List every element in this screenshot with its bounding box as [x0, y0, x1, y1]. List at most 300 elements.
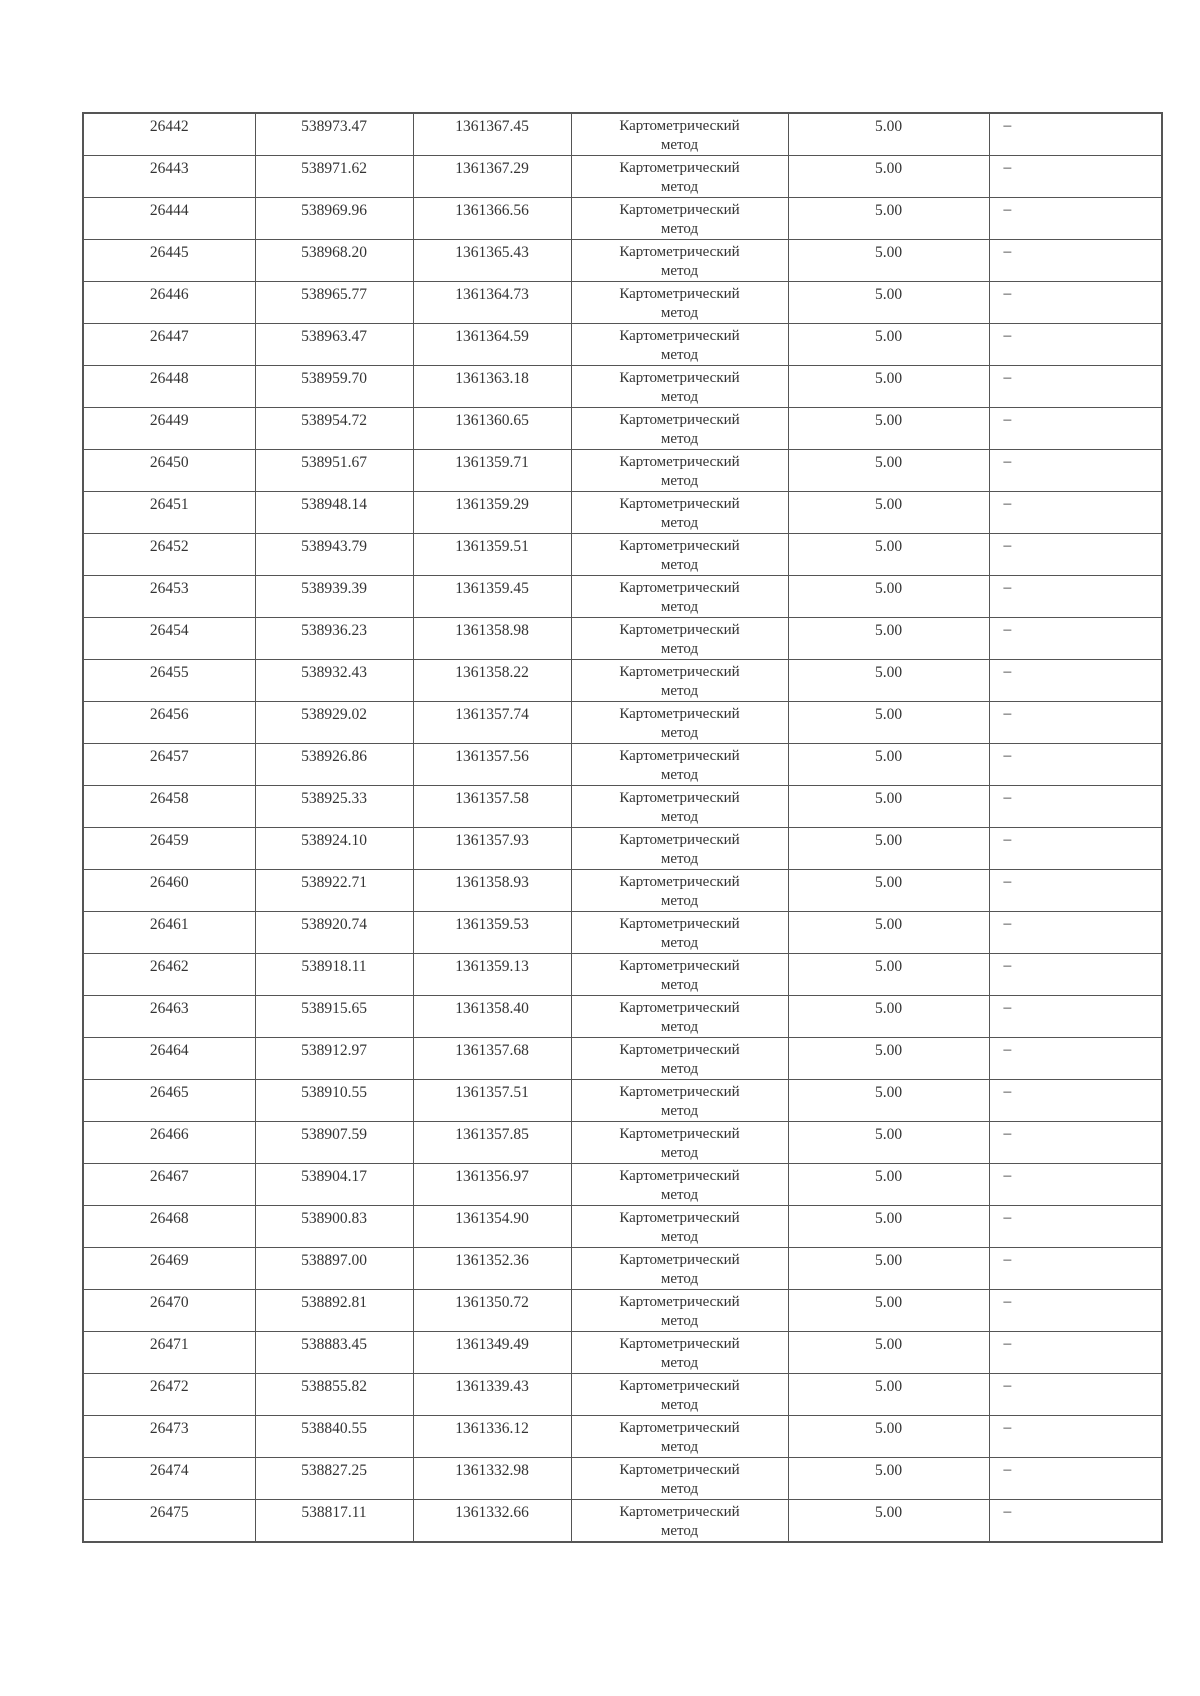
note-cell: – — [989, 1416, 1162, 1458]
note-cell: – — [989, 492, 1162, 534]
note-cell: – — [989, 1038, 1162, 1080]
accuracy-cell: 5.00 — [788, 198, 989, 240]
point-number-cell: 26459 — [83, 828, 255, 870]
method-line-1: Картометрический — [619, 874, 740, 890]
note-cell: – — [989, 1332, 1162, 1374]
point-number-cell: 26447 — [83, 324, 255, 366]
x-coordinate-cell: 538936.23 — [255, 618, 413, 660]
method-line-2: метод — [660, 557, 699, 573]
accuracy-cell: 5.00 — [788, 618, 989, 660]
y-coordinate-cell: 1361364.59 — [413, 324, 571, 366]
method-line-2: метод — [660, 1313, 699, 1329]
accuracy-cell: 5.00 — [788, 1332, 989, 1374]
note-cell: – — [989, 1122, 1162, 1164]
table-row — [83, 282, 1162, 324]
table-row — [83, 240, 1162, 282]
method-line-2: метод — [660, 1271, 699, 1287]
point-number-cell: 26471 — [83, 1332, 255, 1374]
method-cell — [571, 576, 788, 618]
y-coordinate-cell: 1361367.45 — [413, 113, 571, 156]
x-coordinate-cell: 538892.81 — [255, 1290, 413, 1332]
x-coordinate-cell: 538920.74 — [255, 912, 413, 954]
point-number-cell: 26444 — [83, 198, 255, 240]
method-cell — [571, 450, 788, 492]
accuracy-cell: 5.00 — [788, 366, 989, 408]
accuracy-cell: 5.00 — [788, 240, 989, 282]
y-coordinate-cell: 1361360.65 — [413, 408, 571, 450]
table-row — [83, 576, 1162, 618]
note-cell: – — [989, 1248, 1162, 1290]
method-line-1: Картометрический — [619, 202, 740, 218]
point-number-cell: 26464 — [83, 1038, 255, 1080]
method-line-1: Картометрический — [619, 1000, 740, 1016]
method-line-1: Картометрический — [619, 118, 740, 134]
method-cell — [571, 1332, 788, 1374]
note-cell: – — [989, 534, 1162, 576]
y-coordinate-cell: 1361349.49 — [413, 1332, 571, 1374]
method-line-1: Картометрический — [619, 958, 740, 974]
method-line-2: метод — [660, 1229, 699, 1245]
table-row — [83, 870, 1162, 912]
accuracy-cell: 5.00 — [788, 996, 989, 1038]
table-row — [83, 618, 1162, 660]
method-line-2: метод — [660, 1019, 699, 1035]
y-coordinate-cell: 1361352.36 — [413, 1248, 571, 1290]
x-coordinate-cell: 538973.47 — [255, 113, 413, 156]
table-row — [83, 660, 1162, 702]
accuracy-cell: 5.00 — [788, 744, 989, 786]
accuracy-cell: 5.00 — [788, 282, 989, 324]
method-line-1: Картометрический — [619, 706, 740, 722]
y-coordinate-cell: 1361354.90 — [413, 1206, 571, 1248]
method-line-2: метод — [660, 137, 699, 153]
table-row — [83, 1290, 1162, 1332]
x-coordinate-cell: 538943.79 — [255, 534, 413, 576]
method-line-1: Картометрический — [619, 1042, 740, 1058]
method-cell — [571, 786, 788, 828]
method-line-2: метод — [660, 389, 699, 405]
table-row — [83, 534, 1162, 576]
accuracy-cell: 5.00 — [788, 870, 989, 912]
x-coordinate-cell: 538827.25 — [255, 1458, 413, 1500]
y-coordinate-cell: 1361357.85 — [413, 1122, 571, 1164]
y-coordinate-cell: 1361359.29 — [413, 492, 571, 534]
x-coordinate-cell: 538915.65 — [255, 996, 413, 1038]
x-coordinate-cell: 538907.59 — [255, 1122, 413, 1164]
x-coordinate-cell: 538924.10 — [255, 828, 413, 870]
point-number-cell: 26461 — [83, 912, 255, 954]
y-coordinate-cell: 1361363.18 — [413, 366, 571, 408]
y-coordinate-cell: 1361336.12 — [413, 1416, 571, 1458]
method-line-1: Картометрический — [619, 916, 740, 932]
method-line-2: метод — [660, 1439, 699, 1455]
point-number-cell: 26472 — [83, 1374, 255, 1416]
note-cell: – — [989, 1164, 1162, 1206]
method-cell — [571, 1416, 788, 1458]
method-cell — [571, 1164, 788, 1206]
y-coordinate-cell: 1361332.98 — [413, 1458, 571, 1500]
point-number-cell: 26474 — [83, 1458, 255, 1500]
table-row — [83, 702, 1162, 744]
method-cell — [571, 282, 788, 324]
method-line-1: Картометрический — [619, 328, 740, 344]
table-row — [83, 408, 1162, 450]
note-cell: – — [989, 1080, 1162, 1122]
y-coordinate-cell: 1361359.53 — [413, 912, 571, 954]
method-cell — [571, 1248, 788, 1290]
note-cell: – — [989, 870, 1162, 912]
x-coordinate-cell: 538910.55 — [255, 1080, 413, 1122]
method-line-2: метод — [660, 683, 699, 699]
method-line-1: Картометрический — [619, 622, 740, 638]
method-line-2: метод — [660, 1397, 699, 1413]
method-line-2: метод — [660, 1145, 699, 1161]
note-cell: – — [989, 324, 1162, 366]
note-cell: – — [989, 1206, 1162, 1248]
method-cell — [571, 113, 788, 156]
method-line-1: Картометрический — [619, 1210, 740, 1226]
method-cell — [571, 198, 788, 240]
accuracy-cell: 5.00 — [788, 1038, 989, 1080]
method-line-1: Картометрический — [619, 832, 740, 848]
method-line-1: Картометрический — [619, 1336, 740, 1352]
table-row — [83, 156, 1162, 198]
method-line-1: Картометрический — [619, 748, 740, 764]
table-row — [83, 1164, 1162, 1206]
x-coordinate-cell: 538971.62 — [255, 156, 413, 198]
method-line-2: метод — [660, 977, 699, 993]
point-number-cell: 26470 — [83, 1290, 255, 1332]
method-line-1: Картометрический — [619, 496, 740, 512]
note-cell: – — [989, 240, 1162, 282]
accuracy-cell: 5.00 — [788, 1206, 989, 1248]
note-cell: – — [989, 576, 1162, 618]
y-coordinate-cell: 1361357.68 — [413, 1038, 571, 1080]
y-coordinate-cell: 1361359.13 — [413, 954, 571, 996]
method-cell — [571, 492, 788, 534]
method-line-1: Картометрический — [619, 1084, 740, 1100]
x-coordinate-cell: 538965.77 — [255, 282, 413, 324]
note-cell: – — [989, 996, 1162, 1038]
note-cell: – — [989, 744, 1162, 786]
method-line-1: Картометрический — [619, 580, 740, 596]
point-number-cell: 26473 — [83, 1416, 255, 1458]
y-coordinate-cell: 1361357.56 — [413, 744, 571, 786]
method-line-1: Картометрический — [619, 538, 740, 554]
x-coordinate-cell: 538922.71 — [255, 870, 413, 912]
point-number-cell: 26475 — [83, 1500, 255, 1543]
x-coordinate-cell: 538932.43 — [255, 660, 413, 702]
method-line-1: Картометрический — [619, 664, 740, 680]
method-line-2: метод — [660, 431, 699, 447]
method-line-1: Картометрический — [619, 412, 740, 428]
x-coordinate-cell: 538951.67 — [255, 450, 413, 492]
table-row — [83, 1416, 1162, 1458]
x-coordinate-cell: 538926.86 — [255, 744, 413, 786]
x-coordinate-cell: 538912.97 — [255, 1038, 413, 1080]
method-line-2: метод — [660, 893, 699, 909]
method-line-1: Картометрический — [619, 1504, 740, 1520]
table-row — [83, 996, 1162, 1038]
method-cell — [571, 366, 788, 408]
method-line-1: Картометрический — [619, 1420, 740, 1436]
method-line-1: Картометрический — [619, 790, 740, 806]
y-coordinate-cell: 1361332.66 — [413, 1500, 571, 1543]
y-coordinate-cell: 1361359.71 — [413, 450, 571, 492]
accuracy-cell: 5.00 — [788, 702, 989, 744]
x-coordinate-cell: 538918.11 — [255, 954, 413, 996]
document-page — [82, 112, 1161, 1543]
method-line-2: метод — [660, 179, 699, 195]
table-row — [83, 1038, 1162, 1080]
table-row — [83, 113, 1162, 156]
method-line-1: Картометрический — [619, 1294, 740, 1310]
point-number-cell: 26455 — [83, 660, 255, 702]
method-line-2: метод — [660, 263, 699, 279]
accuracy-cell: 5.00 — [788, 324, 989, 366]
table-row — [83, 492, 1162, 534]
method-cell — [571, 828, 788, 870]
accuracy-cell: 5.00 — [788, 113, 989, 156]
accuracy-cell: 5.00 — [788, 1164, 989, 1206]
point-number-cell: 26446 — [83, 282, 255, 324]
table-body — [83, 113, 1162, 1542]
point-number-cell: 26465 — [83, 1080, 255, 1122]
method-cell — [571, 534, 788, 576]
note-cell: – — [989, 1500, 1162, 1543]
x-coordinate-cell: 538954.72 — [255, 408, 413, 450]
method-line-2: метод — [660, 1187, 699, 1203]
accuracy-cell: 5.00 — [788, 492, 989, 534]
method-cell — [571, 1500, 788, 1543]
y-coordinate-cell: 1361358.22 — [413, 660, 571, 702]
method-cell — [571, 240, 788, 282]
accuracy-cell: 5.00 — [788, 450, 989, 492]
method-line-2: метод — [660, 1103, 699, 1119]
method-line-1: Картометрический — [619, 1462, 740, 1478]
accuracy-cell: 5.00 — [788, 156, 989, 198]
note-cell: – — [989, 198, 1162, 240]
x-coordinate-cell: 538948.14 — [255, 492, 413, 534]
method-cell — [571, 660, 788, 702]
method-line-2: метод — [660, 305, 699, 321]
accuracy-cell: 5.00 — [788, 576, 989, 618]
table-row — [83, 366, 1162, 408]
x-coordinate-cell: 538925.33 — [255, 786, 413, 828]
x-coordinate-cell: 538855.82 — [255, 1374, 413, 1416]
point-number-cell: 26450 — [83, 450, 255, 492]
x-coordinate-cell: 538939.39 — [255, 576, 413, 618]
method-line-2: метод — [660, 725, 699, 741]
table-row — [83, 828, 1162, 870]
table-row — [83, 1122, 1162, 1164]
accuracy-cell: 5.00 — [788, 954, 989, 996]
method-line-2: метод — [660, 1061, 699, 1077]
accuracy-cell: 5.00 — [788, 1374, 989, 1416]
point-number-cell: 26442 — [83, 113, 255, 156]
point-number-cell: 26443 — [83, 156, 255, 198]
accuracy-cell: 5.00 — [788, 1416, 989, 1458]
method-cell — [571, 744, 788, 786]
point-number-cell: 26458 — [83, 786, 255, 828]
method-cell — [571, 1290, 788, 1332]
y-coordinate-cell: 1361356.97 — [413, 1164, 571, 1206]
method-cell — [571, 702, 788, 744]
point-number-cell: 26448 — [83, 366, 255, 408]
x-coordinate-cell: 538817.11 — [255, 1500, 413, 1543]
note-cell: – — [989, 660, 1162, 702]
note-cell: – — [989, 618, 1162, 660]
point-number-cell: 26451 — [83, 492, 255, 534]
note-cell: – — [989, 1290, 1162, 1332]
method-line-2: метод — [660, 935, 699, 951]
note-cell: – — [989, 366, 1162, 408]
y-coordinate-cell: 1361359.45 — [413, 576, 571, 618]
y-coordinate-cell: 1361364.73 — [413, 282, 571, 324]
accuracy-cell: 5.00 — [788, 1122, 989, 1164]
method-line-2: метод — [660, 767, 699, 783]
note-cell: – — [989, 282, 1162, 324]
method-line-2: метод — [660, 473, 699, 489]
method-cell — [571, 156, 788, 198]
y-coordinate-cell: 1361357.51 — [413, 1080, 571, 1122]
method-line-1: Картометрический — [619, 1252, 740, 1268]
x-coordinate-cell: 538897.00 — [255, 1248, 413, 1290]
y-coordinate-cell: 1361367.29 — [413, 156, 571, 198]
note-cell: – — [989, 1458, 1162, 1500]
y-coordinate-cell: 1361357.93 — [413, 828, 571, 870]
point-number-cell: 26456 — [83, 702, 255, 744]
y-coordinate-cell: 1361358.93 — [413, 870, 571, 912]
method-cell — [571, 1206, 788, 1248]
table-row — [83, 912, 1162, 954]
method-line-1: Картометрический — [619, 160, 740, 176]
table-row — [83, 324, 1162, 366]
method-cell — [571, 1122, 788, 1164]
method-line-2: метод — [660, 1355, 699, 1371]
method-cell — [571, 324, 788, 366]
accuracy-cell: 5.00 — [788, 828, 989, 870]
method-cell — [571, 870, 788, 912]
table-row — [83, 1374, 1162, 1416]
method-line-1: Картометрический — [619, 370, 740, 386]
point-number-cell: 26460 — [83, 870, 255, 912]
coordinates-table — [82, 112, 1163, 1543]
note-cell: – — [989, 450, 1162, 492]
accuracy-cell: 5.00 — [788, 912, 989, 954]
y-coordinate-cell: 1361359.51 — [413, 534, 571, 576]
x-coordinate-cell: 538969.96 — [255, 198, 413, 240]
x-coordinate-cell: 538968.20 — [255, 240, 413, 282]
point-number-cell: 26462 — [83, 954, 255, 996]
accuracy-cell: 5.00 — [788, 1500, 989, 1543]
note-cell: – — [989, 954, 1162, 996]
point-number-cell: 26468 — [83, 1206, 255, 1248]
y-coordinate-cell: 1361357.58 — [413, 786, 571, 828]
table-row — [83, 1248, 1162, 1290]
accuracy-cell: 5.00 — [788, 660, 989, 702]
point-number-cell: 26469 — [83, 1248, 255, 1290]
note-cell: – — [989, 912, 1162, 954]
method-cell — [571, 1458, 788, 1500]
method-cell — [571, 1374, 788, 1416]
method-cell — [571, 1038, 788, 1080]
method-cell — [571, 408, 788, 450]
method-line-2: метод — [660, 1523, 699, 1539]
table-row — [83, 1500, 1162, 1543]
accuracy-cell: 5.00 — [788, 534, 989, 576]
point-number-cell: 26453 — [83, 576, 255, 618]
method-line-1: Картометрический — [619, 454, 740, 470]
method-line-2: метод — [660, 809, 699, 825]
note-cell: – — [989, 408, 1162, 450]
y-coordinate-cell: 1361366.56 — [413, 198, 571, 240]
table-row — [83, 744, 1162, 786]
method-line-2: метод — [660, 851, 699, 867]
x-coordinate-cell: 538840.55 — [255, 1416, 413, 1458]
y-coordinate-cell: 1361358.98 — [413, 618, 571, 660]
method-cell — [571, 618, 788, 660]
point-number-cell: 26467 — [83, 1164, 255, 1206]
method-line-2: метод — [660, 221, 699, 237]
x-coordinate-cell: 538900.83 — [255, 1206, 413, 1248]
table-row — [83, 1332, 1162, 1374]
x-coordinate-cell: 538959.70 — [255, 366, 413, 408]
table-row — [83, 1080, 1162, 1122]
method-line-2: метод — [660, 515, 699, 531]
point-number-cell: 26463 — [83, 996, 255, 1038]
accuracy-cell: 5.00 — [788, 1080, 989, 1122]
point-number-cell: 26445 — [83, 240, 255, 282]
method-line-1: Картометрический — [619, 244, 740, 260]
note-cell: – — [989, 828, 1162, 870]
method-line-2: метод — [660, 641, 699, 657]
x-coordinate-cell: 538929.02 — [255, 702, 413, 744]
y-coordinate-cell: 1361358.40 — [413, 996, 571, 1038]
method-line-1: Картометрический — [619, 1126, 740, 1142]
table-row — [83, 954, 1162, 996]
point-number-cell: 26457 — [83, 744, 255, 786]
method-line-1: Картометрический — [619, 1378, 740, 1394]
method-cell — [571, 1080, 788, 1122]
accuracy-cell: 5.00 — [788, 1290, 989, 1332]
note-cell: – — [989, 1374, 1162, 1416]
table-row — [83, 198, 1162, 240]
accuracy-cell: 5.00 — [788, 1248, 989, 1290]
note-cell: – — [989, 702, 1162, 744]
table-row — [83, 450, 1162, 492]
accuracy-cell: 5.00 — [788, 1458, 989, 1500]
accuracy-cell: 5.00 — [788, 786, 989, 828]
y-coordinate-cell: 1361365.43 — [413, 240, 571, 282]
point-number-cell: 26452 — [83, 534, 255, 576]
point-number-cell: 26449 — [83, 408, 255, 450]
point-number-cell: 26454 — [83, 618, 255, 660]
method-line-2: метод — [660, 347, 699, 363]
method-cell — [571, 954, 788, 996]
table-row — [83, 1206, 1162, 1248]
y-coordinate-cell: 1361357.74 — [413, 702, 571, 744]
point-number-cell: 26466 — [83, 1122, 255, 1164]
note-cell: – — [989, 786, 1162, 828]
y-coordinate-cell: 1361339.43 — [413, 1374, 571, 1416]
method-cell — [571, 912, 788, 954]
x-coordinate-cell: 538883.45 — [255, 1332, 413, 1374]
x-coordinate-cell: 538904.17 — [255, 1164, 413, 1206]
note-cell: – — [989, 156, 1162, 198]
accuracy-cell: 5.00 — [788, 408, 989, 450]
y-coordinate-cell: 1361350.72 — [413, 1290, 571, 1332]
